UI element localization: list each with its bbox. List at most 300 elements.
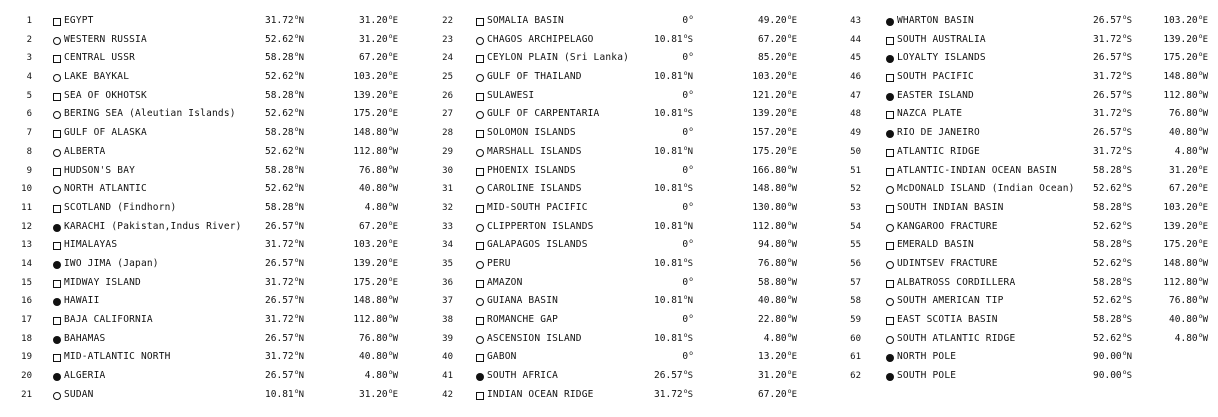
degree-icon: o xyxy=(1198,69,1203,78)
latitude-direction: S xyxy=(1126,184,1132,195)
row-number: 29 xyxy=(442,146,453,157)
location-name: SEA OF OKHOTSK xyxy=(64,89,147,101)
latitude xyxy=(654,330,693,349)
square-marker-icon xyxy=(53,168,61,176)
degree-icon: o xyxy=(294,199,299,208)
table-row xyxy=(14,87,408,106)
degree-icon: o xyxy=(683,69,688,78)
latitude-direction: N xyxy=(298,371,304,382)
degree-icon: o xyxy=(683,106,688,115)
degree-icon: o xyxy=(388,312,393,320)
longitude-direction: W xyxy=(1202,90,1208,101)
location-name: CHAGOS ARCHIPELAGO xyxy=(487,33,594,45)
degree-icon: o xyxy=(294,162,299,171)
degree-icon: o xyxy=(294,69,299,78)
longitude xyxy=(1163,68,1208,87)
square-marker-icon xyxy=(476,130,484,138)
location-name: ASCENSION ISLAND xyxy=(487,332,582,344)
longitude xyxy=(752,199,797,218)
latitude-direction: N xyxy=(298,315,304,325)
latitude-direction: N xyxy=(687,146,693,157)
latitude-direction: N xyxy=(298,333,304,344)
row-number: 60 xyxy=(850,333,861,344)
table-row xyxy=(14,311,408,330)
degree-icon: o xyxy=(294,274,299,283)
degree-icon: o xyxy=(1198,293,1203,302)
degree-icon: o xyxy=(787,125,792,134)
degree-icon: o xyxy=(1198,255,1203,264)
degree-icon: o xyxy=(1198,31,1203,40)
latitude xyxy=(682,311,693,330)
location-name: LOYALTY ISLANDS xyxy=(897,52,986,64)
longitude-direction: W xyxy=(392,352,398,363)
longitude xyxy=(752,124,797,143)
latitude-value: 52.62 xyxy=(1093,332,1122,344)
latitude xyxy=(682,87,693,106)
table-row xyxy=(843,330,1218,349)
location-name: EASTER ISLAND xyxy=(897,89,974,101)
latitude-value: 58.28 xyxy=(1093,239,1122,251)
latitude xyxy=(682,348,693,367)
longitude-direction: W xyxy=(791,333,797,344)
latitude-value: 26.57 xyxy=(654,370,683,382)
longitude-value: 22.80 xyxy=(758,314,787,325)
longitude-value: 139.20 xyxy=(1163,220,1198,232)
latitude xyxy=(265,274,304,293)
row-number: 31 xyxy=(442,184,453,195)
latitude-value: 0 xyxy=(682,164,689,176)
longitude xyxy=(353,124,398,143)
latitude xyxy=(1093,180,1132,199)
row-number: 58 xyxy=(850,296,861,307)
longitude-value: 175.20 xyxy=(353,108,388,120)
degree-icon: o xyxy=(1122,368,1127,377)
longitude-value: 31.20 xyxy=(758,370,787,382)
latitude-value: 10.81 xyxy=(654,220,683,232)
latitude-value: 10.81 xyxy=(654,108,683,120)
longitude-direction: E xyxy=(791,53,797,64)
table-row xyxy=(435,68,807,87)
row-number: 12 xyxy=(21,221,32,232)
longitude-direction: E xyxy=(392,258,398,269)
latitude-value: 31.72 xyxy=(1093,145,1122,157)
circle-marker-icon xyxy=(886,261,894,269)
degree-icon: o xyxy=(1198,143,1203,152)
row-number: 42 xyxy=(442,389,453,400)
longitude-direction: E xyxy=(392,34,398,45)
latitude-direction: S xyxy=(687,109,693,120)
location-name: CENTRAL USSR xyxy=(64,52,136,64)
latitude xyxy=(1093,367,1132,386)
location-name: SOUTH AFRICA xyxy=(487,370,559,382)
degree-icon: o xyxy=(388,274,393,283)
latitude xyxy=(1093,255,1132,274)
table-row xyxy=(14,274,408,293)
row-number: 34 xyxy=(442,240,453,251)
table-row xyxy=(843,124,1218,143)
latitude xyxy=(682,199,693,218)
latitude xyxy=(265,143,304,162)
row-number: 2 xyxy=(26,34,32,45)
location-name: KANGAROO FRACTURE xyxy=(897,220,998,232)
latitude-direction: S xyxy=(1126,53,1132,64)
longitude-value: 67.20 xyxy=(359,220,388,232)
longitude xyxy=(758,12,797,31)
table-row xyxy=(14,255,408,274)
longitude-direction: W xyxy=(1202,277,1208,288)
longitude xyxy=(1175,330,1208,349)
longitude xyxy=(359,386,398,405)
longitude-value: 4.80 xyxy=(1174,332,1198,344)
longitude-value: 4.80 xyxy=(364,201,388,213)
degree-icon: o xyxy=(787,87,792,96)
degree-icon: o xyxy=(1122,125,1127,134)
degree-icon: o xyxy=(294,349,299,358)
location-name: MARSHALL ISLANDS xyxy=(487,145,582,157)
latitude-direction: N xyxy=(298,240,304,251)
row-number: 54 xyxy=(850,221,861,232)
latitude-direction: S xyxy=(687,34,693,45)
latitude xyxy=(654,386,693,405)
square-marker-icon xyxy=(53,18,61,26)
degree-icon: o xyxy=(683,31,688,40)
row-number: 5 xyxy=(26,90,32,101)
longitude-value: 112.80 xyxy=(752,220,787,232)
table-row xyxy=(843,87,1218,106)
degree-icon: o xyxy=(388,125,393,134)
longitude xyxy=(752,162,797,181)
longitude xyxy=(359,49,398,68)
longitude-value: 4.80 xyxy=(364,370,388,382)
row-number: 9 xyxy=(26,165,32,176)
row-number: 43 xyxy=(850,16,861,26)
longitude-value: 67.20 xyxy=(758,388,787,400)
longitude-direction: W xyxy=(1202,72,1208,83)
location-name: ATLANTIC-INDIAN OCEAN BASIN xyxy=(897,164,1057,176)
location-name: NORTH ATLANTIC xyxy=(64,183,147,195)
longitude-direction: W xyxy=(392,128,398,139)
dot-marker-icon xyxy=(886,354,894,362)
latitude xyxy=(265,12,304,31)
longitude-value: 112.80 xyxy=(353,145,388,157)
row-number: 55 xyxy=(850,240,861,251)
degree-icon: o xyxy=(294,106,299,115)
degree-icon: o xyxy=(388,87,393,96)
longitude-value: 175.20 xyxy=(1163,239,1198,251)
location-name: MIDWAY ISLAND xyxy=(64,276,141,288)
dot-marker-icon xyxy=(53,261,61,269)
latitude-value: 58.28 xyxy=(265,164,294,176)
degree-icon: o xyxy=(294,386,299,395)
table-row xyxy=(435,199,807,218)
latitude-value: 0 xyxy=(682,351,689,363)
circle-marker-icon xyxy=(476,298,484,306)
latitude-value: 90.00 xyxy=(1093,370,1122,382)
degree-icon: o xyxy=(787,162,792,171)
row-number: 17 xyxy=(21,315,32,325)
degree-icon: o xyxy=(1122,69,1127,78)
degree-icon: o xyxy=(787,330,792,339)
longitude-direction: E xyxy=(1202,34,1208,45)
degree-icon: o xyxy=(1122,162,1127,171)
longitude-direction: W xyxy=(392,146,398,157)
row-number: 10 xyxy=(21,184,32,195)
longitude xyxy=(359,12,398,31)
location-name: GULF OF THAILAND xyxy=(487,71,582,83)
latitude xyxy=(1093,311,1132,330)
latitude xyxy=(265,348,304,367)
degree-icon: o xyxy=(683,181,688,190)
table-row xyxy=(435,292,807,311)
location-name: PHOENIX ISLANDS xyxy=(487,164,576,176)
degree-icon: o xyxy=(689,199,693,208)
degree-icon: o xyxy=(787,386,792,395)
degree-icon: o xyxy=(787,274,792,283)
longitude xyxy=(353,255,398,274)
location-name: ALBERTA xyxy=(64,145,106,157)
table-row xyxy=(435,87,807,106)
table-row xyxy=(843,68,1218,87)
degree-icon: o xyxy=(388,218,393,227)
longitude-direction: W xyxy=(791,202,797,213)
table-row xyxy=(14,180,408,199)
square-marker-icon xyxy=(53,205,61,213)
latitude-value: 58.28 xyxy=(265,201,294,213)
location-name: LAKE BAYKAL xyxy=(64,71,130,83)
longitude-value: 40.80 xyxy=(359,351,388,363)
latitude-value: 58.28 xyxy=(1093,314,1122,325)
latitude-direction: N xyxy=(298,258,304,269)
longitude-value: 67.20 xyxy=(758,33,787,45)
degree-icon: o xyxy=(1198,181,1203,190)
longitude-direction: E xyxy=(791,128,797,139)
longitude-value: 13.20 xyxy=(758,351,787,363)
latitude-direction: S xyxy=(1126,128,1132,139)
latitude-value: 26.57 xyxy=(1093,15,1122,26)
longitude xyxy=(752,143,797,162)
degree-icon: o xyxy=(388,237,393,246)
circle-marker-icon xyxy=(476,186,484,194)
degree-icon: o xyxy=(388,31,393,40)
latitude xyxy=(654,105,693,124)
square-marker-icon xyxy=(886,205,894,213)
table-row xyxy=(435,180,807,199)
circle-marker-icon xyxy=(886,186,894,194)
latitude xyxy=(682,12,693,31)
latitude-value: 26.57 xyxy=(1093,89,1122,101)
longitude xyxy=(758,274,797,293)
degree-icon: o xyxy=(294,13,299,21)
location-name: EGYPT xyxy=(64,15,94,26)
degree-icon: o xyxy=(689,162,693,171)
longitude xyxy=(752,68,797,87)
longitude-direction: E xyxy=(392,277,398,288)
square-marker-icon xyxy=(476,242,484,250)
table-row xyxy=(843,274,1218,293)
latitude-direction: N xyxy=(298,277,304,288)
row-number: 32 xyxy=(442,202,453,213)
longitude-value: 31.20 xyxy=(359,388,388,400)
degree-icon: o xyxy=(294,143,299,152)
row-number: 24 xyxy=(442,53,453,64)
longitude-direction: W xyxy=(1202,109,1208,120)
degree-icon: o xyxy=(683,255,688,264)
latitude xyxy=(682,236,693,255)
longitude-value: 76.80 xyxy=(359,164,388,176)
latitude-value: 26.57 xyxy=(1093,127,1122,139)
degree-icon: o xyxy=(1198,50,1203,59)
longitude-value: 103.20 xyxy=(1163,15,1198,26)
longitude xyxy=(359,180,398,199)
row-number: 57 xyxy=(850,277,861,288)
latitude-direction: N xyxy=(298,184,304,195)
longitude xyxy=(1163,31,1208,50)
latitude-value: 10.81 xyxy=(654,332,683,344)
latitude xyxy=(265,87,304,106)
square-marker-icon xyxy=(886,280,894,288)
longitude xyxy=(359,330,398,349)
table-row xyxy=(14,68,408,87)
table-row xyxy=(843,31,1218,50)
degree-icon: o xyxy=(1122,31,1127,40)
latitude-value: 58.28 xyxy=(1093,164,1122,176)
table-row xyxy=(14,124,408,143)
longitude-value: 112.80 xyxy=(1163,89,1198,101)
row-number: 61 xyxy=(850,352,861,363)
longitude-direction: W xyxy=(392,333,398,344)
circle-marker-icon xyxy=(53,74,61,82)
latitude-direction: S xyxy=(1126,165,1132,176)
table-row xyxy=(843,105,1218,124)
degree-icon: o xyxy=(388,368,393,377)
table-row xyxy=(843,292,1218,311)
location-name: UDINTSEV FRACTURE xyxy=(897,257,998,269)
table-row xyxy=(435,31,807,50)
degree-icon: o xyxy=(1122,87,1127,96)
row-number: 30 xyxy=(442,165,453,176)
latitude-direction: S xyxy=(1126,72,1132,83)
location-name: CEYLON PLAIN (Sri Lanka) xyxy=(487,52,630,64)
latitude xyxy=(265,105,304,124)
longitude-value: 58.80 xyxy=(758,276,787,288)
latitude-direction: N xyxy=(298,109,304,120)
degree-icon: o xyxy=(388,386,393,395)
latitude-value: 58.28 xyxy=(265,89,294,101)
latitude-value: 31.72 xyxy=(654,388,683,400)
row-number: 56 xyxy=(850,258,861,269)
row-number: 38 xyxy=(442,315,453,325)
degree-icon: o xyxy=(388,349,393,358)
latitude-direction: N xyxy=(298,352,304,363)
table-row xyxy=(14,367,408,386)
table-row xyxy=(435,143,807,162)
degree-icon: o xyxy=(689,237,693,246)
table-row xyxy=(435,274,807,293)
location-name: EAST SCOTIA BASIN xyxy=(897,314,998,325)
latitude xyxy=(265,68,304,87)
latitude xyxy=(654,292,693,311)
table-row xyxy=(14,143,408,162)
longitude-direction: E xyxy=(1202,16,1208,26)
row-number: 4 xyxy=(26,72,32,83)
row-number: 27 xyxy=(442,109,453,120)
location-name: CAROLINE ISLANDS xyxy=(487,183,582,195)
longitude-direction: E xyxy=(392,72,398,83)
latitude xyxy=(1093,348,1132,367)
location-name: GUIANA BASIN xyxy=(487,295,559,307)
degree-icon: o xyxy=(388,293,393,302)
square-marker-icon xyxy=(886,168,894,176)
latitude xyxy=(654,180,693,199)
degree-icon: o xyxy=(689,13,693,21)
longitude-direction: W xyxy=(1202,146,1208,157)
longitude-value: 139.20 xyxy=(353,89,388,101)
longitude-direction: E xyxy=(392,109,398,120)
longitude xyxy=(365,199,398,218)
location-name: IWO JIMA (Japan) xyxy=(64,257,159,269)
square-marker-icon xyxy=(53,130,61,138)
latitude-value: 52.62 xyxy=(265,183,294,195)
latitude xyxy=(265,199,304,218)
row-number: 49 xyxy=(850,128,861,139)
table-row xyxy=(435,105,807,124)
degree-icon: o xyxy=(787,31,792,40)
table-row xyxy=(14,12,408,31)
longitude xyxy=(1163,199,1208,218)
square-marker-icon xyxy=(476,280,484,288)
square-marker-icon xyxy=(53,280,61,288)
degree-icon: o xyxy=(1122,274,1127,283)
longitude-value: 175.20 xyxy=(353,276,388,288)
dot-marker-icon xyxy=(476,373,484,381)
latitude-value: 0 xyxy=(682,52,689,64)
row-number: 40 xyxy=(442,352,453,363)
dot-marker-icon xyxy=(53,373,61,381)
longitude xyxy=(359,218,398,237)
longitude-direction: W xyxy=(392,371,398,382)
longitude-value: 85.20 xyxy=(758,52,787,64)
degree-icon: o xyxy=(1198,162,1203,171)
longitude xyxy=(353,68,398,87)
degree-icon: o xyxy=(1198,199,1203,208)
longitude-value: 103.20 xyxy=(752,71,787,83)
square-marker-icon xyxy=(476,168,484,176)
latitude-value: 52.62 xyxy=(265,108,294,120)
longitude-direction: E xyxy=(791,352,797,363)
location-name: EMERALD BASIN xyxy=(897,239,974,251)
dot-marker-icon xyxy=(886,373,894,381)
latitude-direction: S xyxy=(1126,258,1132,269)
longitude-value: 148.80 xyxy=(1163,257,1198,269)
longitude-direction: E xyxy=(392,389,398,400)
location-name: NAZCA PLATE xyxy=(897,108,963,120)
latitude xyxy=(1093,124,1132,143)
latitude xyxy=(682,49,693,68)
longitude xyxy=(353,143,398,162)
table-row xyxy=(843,236,1218,255)
degree-icon: o xyxy=(787,181,792,190)
longitude xyxy=(758,31,797,50)
latitude-direction: N xyxy=(298,90,304,101)
longitude xyxy=(752,87,797,106)
table-row xyxy=(435,330,807,349)
latitude-direction: S xyxy=(687,333,693,344)
latitude-direction: S xyxy=(1126,240,1132,251)
longitude xyxy=(365,367,398,386)
table-row xyxy=(14,236,408,255)
longitude-value: 31.20 xyxy=(359,15,388,26)
degree-icon: o xyxy=(683,293,688,302)
